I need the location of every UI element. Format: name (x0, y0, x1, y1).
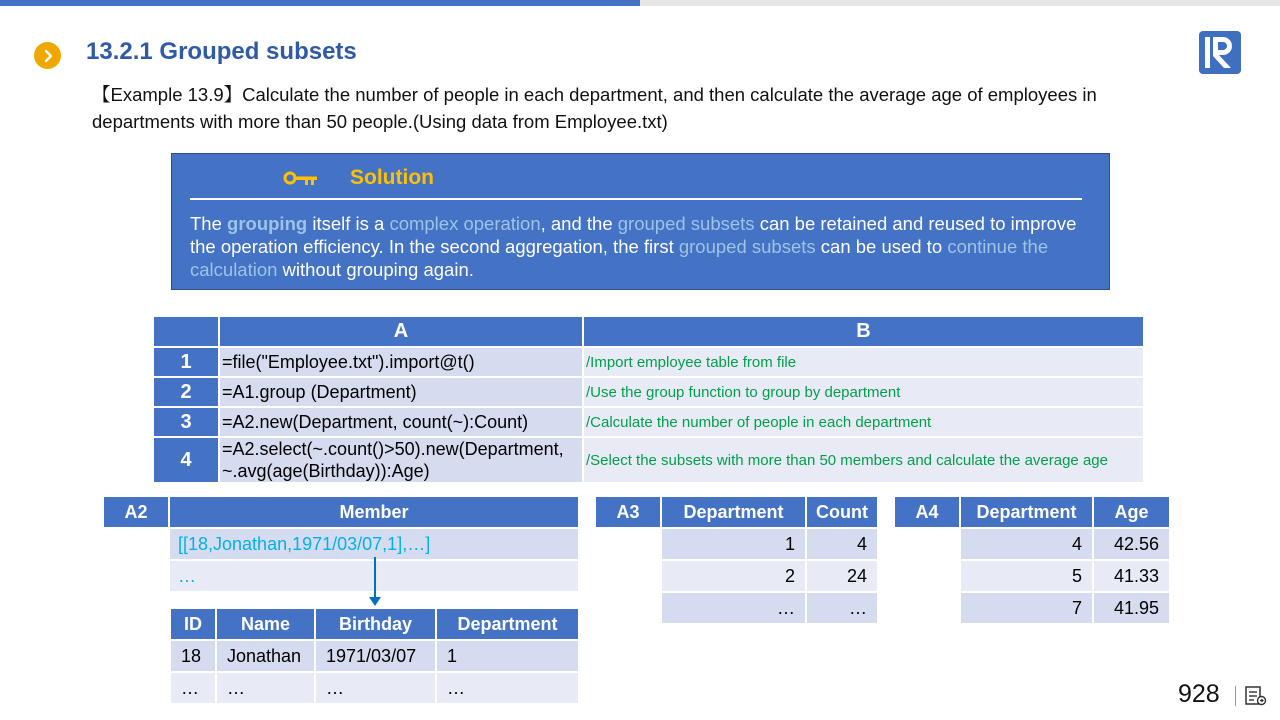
column-header: Count (806, 496, 878, 528)
table-cell: … (436, 672, 579, 704)
column-header: ID (170, 608, 216, 640)
divider (1235, 686, 1236, 706)
column-header: Name (216, 608, 315, 640)
a2-result-table (102, 495, 580, 593)
member-value[interactable]: [[18,Jonathan,1971/03/07,1],…] (169, 528, 579, 560)
table-cell: 1 (661, 528, 806, 560)
code-cell[interactable]: =A2.new(Department, count(~):Count) (219, 407, 583, 437)
solution-box (171, 153, 1110, 290)
top-progress-bar-track (640, 0, 1280, 6)
column-header: Department (960, 496, 1093, 528)
table-cell: … (661, 592, 806, 624)
column-header: Birthday (315, 608, 436, 640)
example-text: 【Example 13.9】Calculate the number of people in each department, and then calculate the average age of employees in departments with more than 50 people.(Using data from Employee.txt) (92, 84, 1097, 132)
table-cell: 4 (960, 528, 1093, 560)
table-cell: … (806, 592, 878, 624)
table-cell: … (315, 672, 436, 704)
arrow-down-icon (369, 597, 381, 606)
cell-label: A4 (894, 496, 960, 528)
table-row (894, 592, 1170, 624)
comment-cell[interactable]: /Import employee table from file (583, 347, 1144, 377)
divider (190, 198, 1082, 200)
row-number: 2 (153, 377, 219, 407)
comment-cell[interactable]: /Calculate the number of people in each department (583, 407, 1144, 437)
subset-table (169, 607, 580, 705)
table-row (170, 640, 579, 672)
member-value: … (169, 560, 579, 592)
corner-cell (153, 316, 219, 347)
solution-title: Solution (350, 166, 434, 189)
column-header: Department (661, 496, 806, 528)
code-cell[interactable]: =A2.select(~.count()>50).new(Department, ~.avg(age(Birthday)):Age) (219, 437, 583, 483)
a4-result-table (893, 495, 1171, 625)
slide-notes-icon[interactable] (1245, 686, 1267, 711)
cell-label: A3 (595, 496, 661, 528)
code-row (153, 437, 1144, 483)
table-cell: 1 (436, 640, 579, 672)
table-row (595, 592, 878, 624)
a3-result-table (594, 495, 879, 625)
code-cell[interactable]: =file("Employee.txt").import@t() (219, 347, 583, 377)
column-header: Age (1093, 496, 1170, 528)
comment-cell[interactable]: /Use the group function to group by department (583, 377, 1144, 407)
row-number: 3 (153, 407, 219, 437)
table-cell: 42.56 (1093, 528, 1170, 560)
table-row (894, 560, 1170, 592)
table-cell: Jonathan (216, 640, 315, 672)
table-row (103, 560, 579, 592)
column-header: Member (169, 496, 579, 528)
cell-label: A2 (103, 496, 169, 528)
table-cell: … (216, 672, 315, 704)
table-cell: 7 (960, 592, 1093, 624)
page-number: 928 (1178, 680, 1220, 708)
table-cell: 24 (806, 560, 878, 592)
table-cell: 1971/03/07 (315, 640, 436, 672)
code-row (153, 407, 1144, 437)
row-number: 4 (153, 437, 219, 483)
code-row (153, 377, 1144, 407)
table-cell: 18 (170, 640, 216, 672)
arrow-line (374, 557, 376, 599)
column-header: Department (436, 608, 579, 640)
key-icon (283, 170, 319, 193)
comment-cell[interactable]: /Select the subsets with more than 50 members and calculate the average age (583, 437, 1144, 483)
solution-text: The grouping itself is a complex operation, and the grouped subsets can be retained and reused to improve the operation efficiency. In the second aggregation, the first grouped subsets can be used to continue the calculation without grouping again. (190, 213, 1077, 280)
row-number: 1 (153, 347, 219, 377)
table-row (595, 528, 878, 560)
table-row (894, 528, 1170, 560)
chevron-right-icon (34, 42, 61, 69)
table-cell: 2 (661, 560, 806, 592)
table-cell: … (170, 672, 216, 704)
col-header-a: A (219, 316, 583, 347)
table-cell: 5 (960, 560, 1093, 592)
code-cell[interactable]: =A1.group (Department) (219, 377, 583, 407)
table-row (170, 672, 579, 704)
code-header-row (153, 316, 1144, 347)
table-row (595, 560, 878, 592)
logo-r-icon (1199, 31, 1241, 74)
page-title: 13.2.1 Grouped subsets (86, 38, 357, 65)
code-row (153, 347, 1144, 377)
code-grid (152, 315, 1145, 484)
table-cell: 41.33 (1093, 560, 1170, 592)
table-cell: 4 (806, 528, 878, 560)
col-header-b: B (583, 316, 1144, 347)
top-progress-bar (0, 0, 640, 6)
table-row (103, 528, 579, 560)
table-cell: 41.95 (1093, 592, 1170, 624)
